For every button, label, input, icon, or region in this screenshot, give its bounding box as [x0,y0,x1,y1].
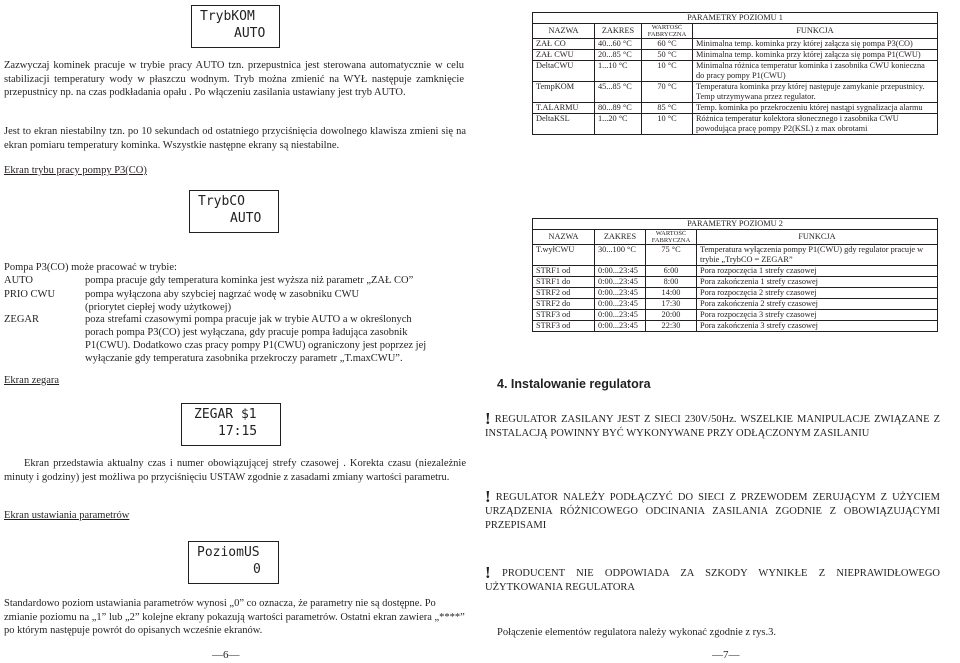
cell-function: Pora zakończenia 3 strefy czasowej [697,321,938,332]
cell-range: 0:00...23:45 [595,310,646,321]
unstable-screen-note: Jest to ekran niestabilny tzn. po 10 sekundach od ostatniego przyciśnięcia dowolnego klawisza zmieni się na ekran pomiaru temperatury kominka. Wszystkie następne ekrany są niestabilne. [4,126,466,151]
lcd-display-zegar [181,403,281,446]
pump-intro: Pompa P3(CO) może pracować w trybie: [4,262,177,273]
cell-function: Pora rozpoczęcia 3 strefy czasowej [697,310,938,321]
cell-range: 0:00...23:45 [595,321,646,332]
mode-name: PRIO CWU [4,289,56,300]
cell-name: STRF1 od [533,266,595,277]
install-heading: 4. Instalowanie regulatora [497,377,651,391]
warning-text: REGULATOR ZASILANY JEST Z SIECI 230V/50Hz. WSZELKIE MANIPULACJE ZWIĄZANE Z INSTALACJĄ POWINNY BYĆ WYKONYWANE PRZY ODŁĄCZONYM ZASILANIU [485,414,941,439]
cell-default: 20:00 [646,310,697,321]
parameters-level-2-table [532,218,938,332]
cell-default: 10 °C [642,114,693,135]
table-row [533,266,938,277]
cell-name: ZAŁ CO [533,39,595,50]
cell-function: Minimalna temp. kominka przy której załącza się pompa P3(CO) [693,39,938,50]
cell-range: 0:00...23:45 [595,288,646,299]
table-row [533,82,938,103]
warning-icon: ! [485,563,491,582]
col-header-function: FUNKCJA [697,230,938,245]
intro-paragraph: Zazwyczaj kominek pracuje w trybie pracy AUTO tzn. przepustnica jest sterowana automatycznie w celu stabilizacji temperatury wody w płaszczu wodnym. Tryb można zmienić na WYŁ następuje zamknięcie przepustnicy np. na czas podkładania opału . Po włączeniu zasilania ustawiany jest tryb AUTO. [4,60,464,98]
col-header-factory: WARTOŚĆ FABRYCZNA [646,230,697,245]
warning-1 [485,409,941,441]
cell-function: Pora zakończenia 2 strefy czasowej [697,299,938,310]
mode-zegar [4,313,474,365]
mode-desc: poza strefami czasowymi pompa pracuje jak w trybie AUTO a w określonych [85,314,412,325]
mode-name: AUTO [4,275,33,286]
table-row [533,245,938,266]
col-header-name: NAZWA [533,230,595,245]
cell-default: 60 °C [642,39,693,50]
cell-default: 85 °C [642,103,693,114]
table-row [533,61,938,82]
cell-function: Minimalna różnica temperatur kominka i zasobnika CWU konieczna do pracy pompy P1(CWU) [693,61,938,82]
cell-range: 45...85 °C [595,82,642,103]
cell-name: DeltaKSL [533,114,595,135]
cell-name: DeltaCWU [533,61,595,82]
cell-name: STRF2 do [533,299,595,310]
lcd-line-2: 0 [253,562,261,577]
warning-text: REGULATOR NALEŻY PODŁĄCZYĆ DO SIECI Z PRZEWODEM ZERUJĄCYM Z UŻYCIEM URZĄDZENIA RÓŻNICOWEGO ODCINANIA ZASILANIA ZGODNIE Z OBOWIĄZUJĄCYMI PRZEPISAMI [485,492,941,531]
cell-default: 8:00 [646,277,697,288]
cell-name: ZAŁ CWU [533,50,595,61]
cell-range: 30...100 °C [595,245,646,266]
lcd-display-poziomus [188,541,279,584]
warning-2 [485,487,941,533]
page-number-right: —7— [712,649,740,661]
lcd-line-1: TrybKOM [200,9,255,24]
cell-default: 14:00 [646,288,697,299]
table-row [533,39,938,50]
mode-auto [4,274,474,287]
mode-desc-cont: porach pompa P3(CO) jest wyłączana, gdy pracuje pompa ładująca zasobnik [85,327,408,338]
lcd-line-2: AUTO [230,211,262,226]
cell-range: 0:00...23:45 [595,299,646,310]
cell-range: 0:00...23:45 [595,277,646,288]
table-title: PARAMETRY POZIOMU 1 [533,13,938,24]
cell-function: Temperatura kominka przy której następuje zamykanie przepustnicy. Temp utrzymywana przez regulator. [693,82,938,103]
table-row [533,50,938,61]
table-row [533,103,938,114]
clock-description: Ekran przedstawia aktualny czas i numer obowiązującej strefy czasowej . Korekta czasu (niezależnie minuty i godziny) jest możliwa po przyciśnięciu USTAW zgodnie z zasadami zmiany wartości parametru. [4,458,466,483]
cell-name: TempKOM [533,82,595,103]
cell-function: Temp. kominka po przekroczeniu której nastąpi sygnalizacja alarmu [693,103,938,114]
lcd-display-trybco [189,190,279,233]
mode-desc-cont: wyłączanie gdy temperatura zasobnika przekroczy parametr „T.maxCWU”. [85,353,403,364]
cell-function: Temperatura wyłączenia pompy P1(CWU) gdy regulator pracuje w trybie „TrybCO = ZEGAR” [697,245,938,266]
cell-default: 75 °C [646,245,697,266]
clock-heading: Ekran zegara [4,375,60,386]
settings-description: Standardowo poziom ustawiania parametrów wynosi „0” co oznacza, że parametry nie są dostępne. Po zmianie poziomu na „1” lub „2” kolejne ekrany pokazują wartości parametrów. Ostatni ekran zawiera „****” po którym następuje powrót do opisanych wcześnie ekranów. [4,598,465,636]
lcd-line-1: TrybCO [198,194,245,209]
mode-desc: pompa wyłączona aby szybciej nagrzać wodę w zasobniku CWU [85,289,360,300]
cell-function: Różnica temperatur kolektora słonecznego i zasobnika CWU powodująca pracę pompy P2(KSL) z max obrotami [693,114,938,135]
cell-default: 22:30 [646,321,697,332]
table-row [533,310,938,321]
cell-range: 0:00...23:45 [595,266,646,277]
cell-name: T.ALARMU [533,103,595,114]
warning-3 [485,563,940,595]
col-header-range: ZAKRES [595,230,646,245]
cell-function: Pora rozpoczęcia 2 strefy czasowej [697,288,938,299]
warning-icon: ! [485,409,491,428]
cell-name: STRF3 od [533,310,595,321]
col-header-factory: WARTOŚĆ FABRYCZNA [642,24,693,39]
cell-default: 50 °C [642,50,693,61]
mode-desc: pompa pracuje gdy temperatura kominka jest wyższa niż parametr „ZAŁ CO” [85,275,414,286]
cell-range: 20...85 °C [595,50,642,61]
mode-name: ZEGAR [4,314,39,325]
page-number: 6 [223,649,229,661]
cell-range: 80...89 °C [595,103,642,114]
table-row [533,277,938,288]
cell-range: 40...60 °C [595,39,642,50]
mode-prio-cwu [4,288,474,314]
connection-note: Połączenie elementów regulatora należy wykonać zgodnie z rys.3. [497,627,777,638]
cell-name: STRF2 od [533,288,595,299]
page-number: 7 [723,649,729,661]
lcd-line-1: PoziomUS [197,545,260,560]
parameters-level-1-table [532,12,938,135]
lcd-line-2: AUTO [234,26,266,41]
cell-function: Minimalna temp. kominka przy której załącza się pompa P1(CWU) [693,50,938,61]
table-row [533,321,938,332]
cell-default: 6:00 [646,266,697,277]
warning-text: PRODUCENT NIE ODPOWIADA ZA SZKODY WYNIKŁE Z NIEPRAWIDŁOWEGO UŻYTKOWANIA REGULATORA [485,568,940,593]
col-header-function: FUNKCJA [693,24,938,39]
cell-range: 1...20 °C [595,114,642,135]
cell-function: Pora rozpoczęcia 1 strefy czasowej [697,266,938,277]
cell-name: T.wyłCWU [533,245,595,266]
mode-desc-cont: (priorytet ciepłej wody użytkowej) [85,302,232,313]
cell-name: STRF1 do [533,277,595,288]
page-number-left: —6— [212,649,240,661]
cell-default: 70 °C [642,82,693,103]
table-row [533,299,938,310]
lcd-display-trybkom [191,5,280,48]
col-header-name: NAZWA [533,24,595,39]
cell-default: 10 °C [642,61,693,82]
settings-heading: Ekran ustawiania parametrów [4,510,130,521]
warning-icon: ! [485,487,491,506]
table-row [533,288,938,299]
cell-name: STRF3 od [533,321,595,332]
cell-range: 1...10 °C [595,61,642,82]
lcd-line-2: 17:15 [218,424,258,439]
table-row [533,114,938,135]
pump-mode-heading: Ekran trybu pracy pompy P3(CO) [4,165,147,176]
lcd-line-1: ZEGAR $1 [194,407,257,422]
table-title: PARAMETRY POZIOMU 2 [533,219,938,230]
mode-desc-cont: P1(CWU). Dodatkowo czas pracy pompy P1(CWU) ograniczony jest poprzez jej [85,340,427,351]
col-header-range: ZAKRES [595,24,642,39]
cell-default: 17:30 [646,299,697,310]
cell-function: Pora zakończenia 1 strefy czasowej [697,277,938,288]
